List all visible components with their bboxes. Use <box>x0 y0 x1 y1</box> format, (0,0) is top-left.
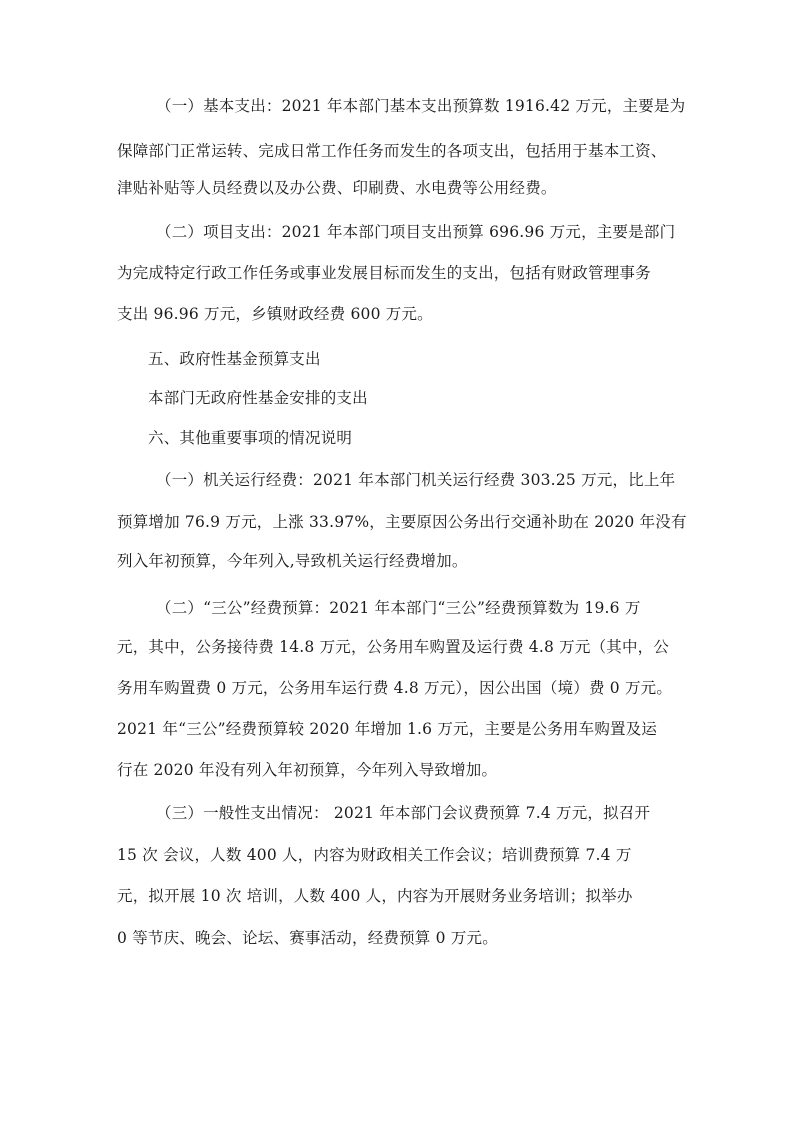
paragraph-general-expenditure-line-2: 15 次 会议，人数 400 人，内容为财政相关工作会议；培训费预算 7.4 万 <box>117 846 632 864</box>
paragraph-three-public-line-2: 元，其中，公务接待费 14.8 万元，公务用车购置及运行费 4.8 万元（其中，公 <box>117 638 670 656</box>
paragraph-operating-expense-line-2: 预算增加 76.9 万元，上涨 33.97%，主要原因公务出行交通补助在 2020 年没有 <box>117 513 687 531</box>
paragraph-three-public-line-3: 务用车购置费 0 万元，公务用车运行费 4.8 万元），因公出国（境）费 0 万元。 <box>117 679 673 697</box>
paragraph-general-expenditure-line-3: 元，拟开展 10 次 培训，人数 400 人，内容为开展财务业务培训；拟举办 <box>117 887 633 905</box>
paragraph-basic-expenditure-line-3: 津贴补贴等人员经费以及办公费、印刷费、水电费等公用经费。 <box>117 179 557 197</box>
paragraph-no-fund-expenditure: 本部门无政府性基金安排的支出 <box>148 389 368 407</box>
paragraph-project-expenditure-line-3: 支出 96.96 万元，乡镇财政经费 600 万元。 <box>117 305 433 323</box>
paragraph-three-public-line-4: 2021 年“三公”经费预算较 2020 年增加 1.6 万元，主要是公务用车购置及运 <box>117 720 658 738</box>
section-heading-fund-budget: 五、政府性基金预算支出 <box>148 350 321 368</box>
paragraph-project-expenditure-line-2: 为完成特定行政工作任务或事业发展目标而发生的支出，包括有财政管理事务 <box>117 264 651 282</box>
paragraph-operating-expense-line-3: 列入年初预算，今年列入,导致机关运行经费增加。 <box>117 552 468 570</box>
paragraph-project-expenditure-line-1: （二）项目支出：2021 年本部门项目支出预算 696.96 万元，主要是部门 <box>156 223 676 241</box>
paragraph-basic-expenditure-line-1: （一）基本支出：2021 年本部门基本支出预算数 1916.42 万元，主要是为 <box>156 97 686 115</box>
paragraph-three-public-line-1: （二）“三公”经费预算：2021 年本部门“三公”经费预算数为 19.6 万 <box>156 599 641 617</box>
paragraph-general-expenditure-line-4: 0 等节庆、晚会、论坛、赛事活动，经费预算 0 万元。 <box>117 929 498 947</box>
paragraph-general-expenditure-line-1: （三）一般性支出情况： 2021 年本部门会议费预算 7.4 万元，拟召开 <box>156 804 651 822</box>
paragraph-three-public-line-5: 行在 2020 年没有列入年初预算，今年列入导致增加。 <box>117 761 498 779</box>
section-heading-other-matters: 六、其他重要事项的情况说明 <box>148 429 353 447</box>
paragraph-basic-expenditure-line-2: 保障部门正常运转、完成日常工作任务而发生的各项支出，包括用于基本工资、 <box>117 142 667 160</box>
paragraph-operating-expense-line-1: （一）机关运行经费：2021 年本部门机关运行经费 303.25 万元，比上年 <box>156 471 676 489</box>
